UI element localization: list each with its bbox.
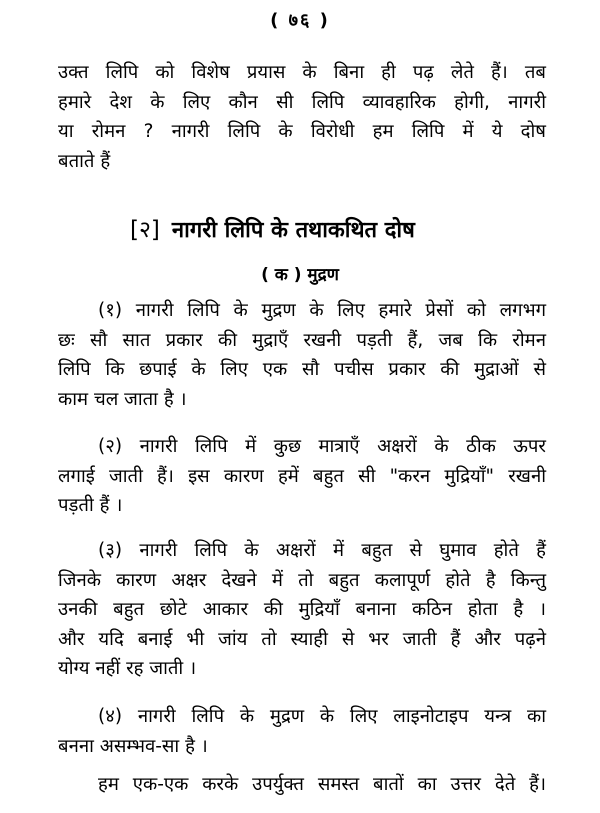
- text-line: जिनके कारण अक्षर देखने में तो बहुत कलापूर्ण होते है किन्तु: [58, 569, 546, 591]
- text-line: (३) नागरी लिपि के अक्षरों में बहुत से घुमाव होते हैं: [98, 540, 546, 561]
- intro-paragraph: [58, 58, 546, 176]
- text-line: लगाई जाती हैं। इस कारण हमें बहुत सी "करन मुद्रियाँ" रखनी: [58, 465, 546, 487]
- text-line: और यदि बनाई भी जांय तो स्याही से भर जाती हैं और पढ़ने: [58, 628, 546, 650]
- text-line: बनना असम्भव-सा है ।: [58, 735, 208, 757]
- closing-paragraph: [58, 770, 546, 800]
- section-subheading: ( क ) मुद्रण: [261, 265, 339, 285]
- text-line: योग्य नहीं रह जाती ।: [58, 658, 197, 679]
- page-number: ( ७६ ): [270, 10, 330, 31]
- point-1-paragraph: [58, 296, 546, 414]
- section-title: नागरी लिपि के तथाकथित दोष: [171, 218, 415, 243]
- text-line: (१) नागरी लिपि के मुद्रण के लिए हमारे प्रेसों को लगभग: [98, 300, 546, 321]
- text-line: काम चल जाता है ।: [58, 388, 187, 410]
- section-number: [२]: [130, 217, 160, 243]
- text-line: लिपि कि छपाई के लिए एक सौ पचीस प्रकार की मुद्राओं से: [58, 359, 546, 380]
- text-line: पड़ती हैं ।: [58, 495, 123, 516]
- text-line: उनकी बहुत छोटे आकार की मुद्रियाँ बनाना कठिन होता है ।: [58, 599, 546, 620]
- text-line: (४) नागरी लिपि के मुद्रण के लिए लाइनोटाइप यन्त्र का: [98, 706, 546, 727]
- point-2-paragraph: [58, 432, 546, 521]
- text-line: हमारे देश के लिए कौन सी लिपि व्यावहारिक होगी, नागरी: [58, 91, 546, 113]
- text-line: हम एक-एक करके उपर्युक्त समस्त बातों का उत्तर देते हैं।: [98, 774, 546, 795]
- point-4-paragraph: [58, 702, 546, 761]
- point-3-paragraph: [58, 536, 546, 684]
- text-line: छः सौ सात प्रकार की मुद्राएँ रखनी पड़ती हैं, जब कि रोमन: [58, 329, 546, 351]
- text-line: या रोमन ? नागरी लिपि के विरोधी हम लिपि में ये दोष: [58, 121, 546, 142]
- text-line: उक्त लिपि को विशेष प्रयास के बिना ही पढ़ लेते हैं। तब: [58, 62, 546, 83]
- section-heading: [130, 212, 490, 244]
- text-line: बताते हैं: [58, 150, 111, 172]
- text-line: (२) नागरी लिपि में कुछ मात्राएँ अक्षरों के ठीक ऊपर: [98, 436, 546, 457]
